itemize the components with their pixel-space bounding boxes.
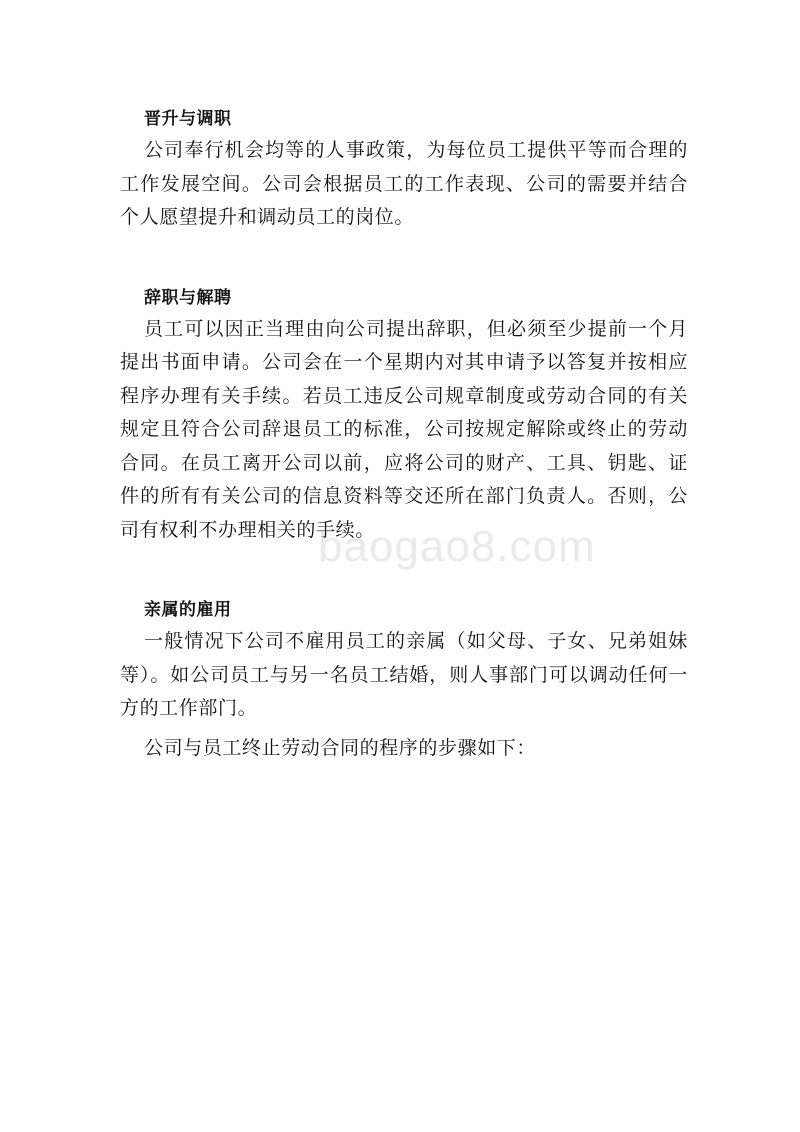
section-paragraph: 公司奉行机会均等的人事政策，为每位员工提供平等而合理的工作发展空间。公司会根据员工的工作表现、公司的需要并结合个人愿望提升和调动员工的岗位。	[120, 139, 688, 228]
section-resignation	[120, 283, 688, 548]
section-paragraph: 一般情况下公司不雇用员工的亲属（如父母、子女、兄弟姐妹等）。如公司员工与另一名员工结婚，则人事部门可以调动任何一方的工作部门。	[120, 630, 688, 719]
section-promotion	[120, 104, 688, 235]
section-heading: 亲属的雇用	[144, 600, 232, 620]
section-paragraph: 员工可以因正当理由向公司提出辞职，但必须至少提前一个月提出书面申请。公司会在一个星期内对其申请予以答复并按相应程序办理有关手续。若员工违反公司规章制度或劳动合同的有关规定且符合公司辞退员工的标准，公司按规定解除或终止的劳动合同。在员工离开公司以前，应将公司的财产、工具、钥匙、证件的所有有关公司的信息资料等交还所在部门负责人。否则，公司有权利不办理相关的手续。	[120, 317, 688, 541]
document-body	[120, 104, 688, 765]
section-paragraph: 公司与员工终止劳动合同的程序的步骤如下：	[144, 736, 537, 759]
section-heading: 辞职与解聘	[144, 287, 232, 308]
section-relatives	[120, 595, 688, 765]
watermark-text: baogao8.com	[318, 522, 596, 571]
section-heading: 晋升与调职	[144, 109, 232, 129]
